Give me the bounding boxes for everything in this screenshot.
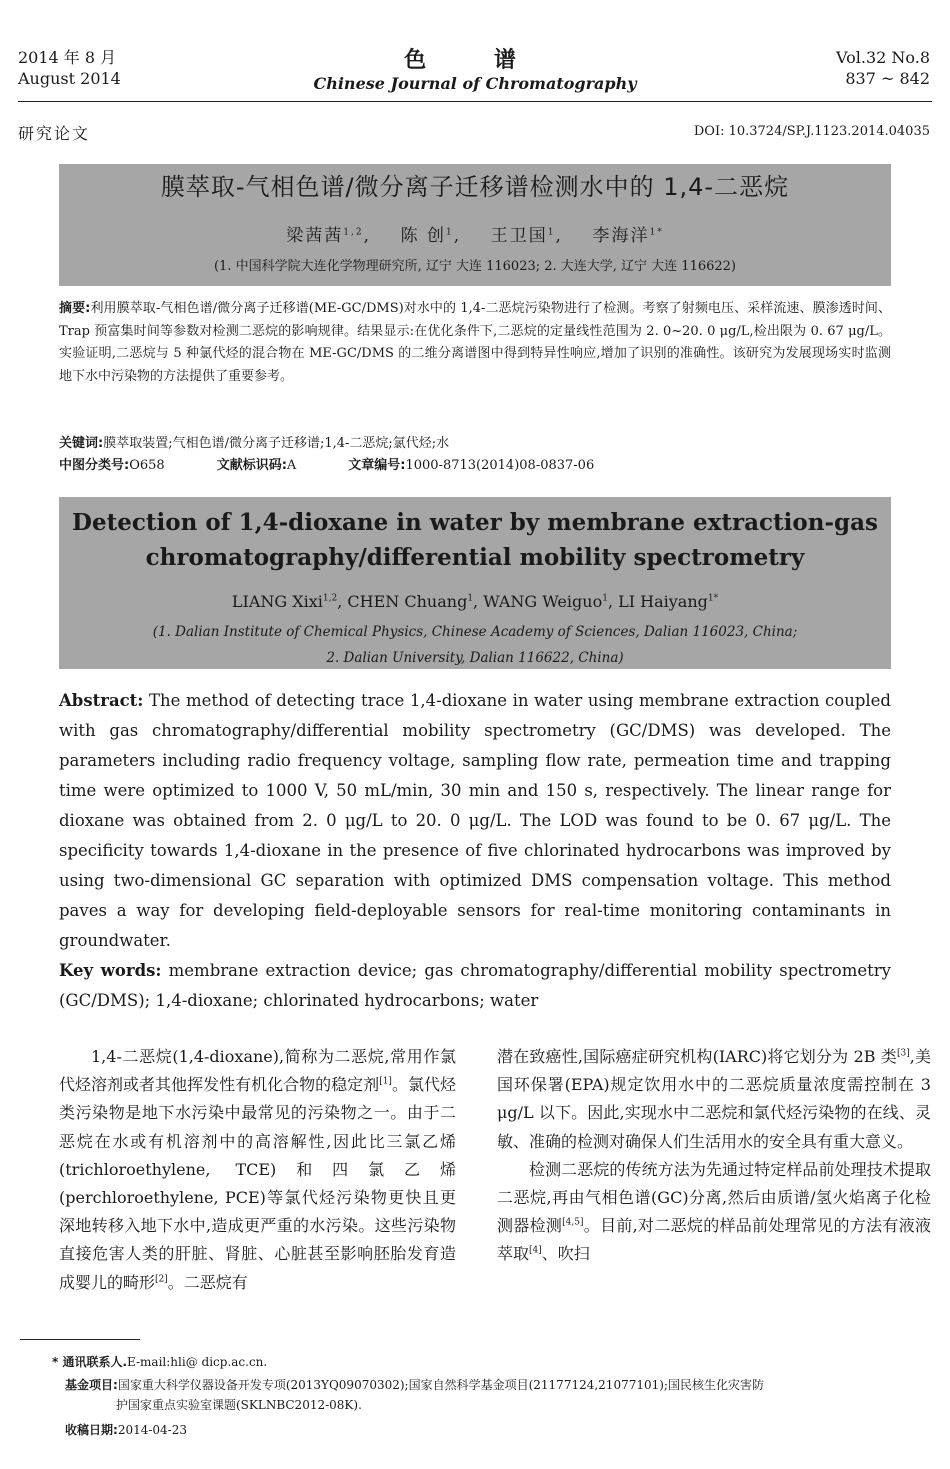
- footnote-contact: [52, 1352, 912, 1372]
- en-abstract-text: The method of detecting trace 1,4-dioxane in water using membrane extraction coupled with gas chromatography/differential mobility spectrometry (GC/DMS) was developed. The parameters including radio frequency voltage, sampling flow rate, permeation time and trapping time were optimized to 1000 V, 50 mL/min, 30 min and 150 s, respectively. The linear range for dioxane was obtained from 2. 0 μg/L to 20. 0 μg/L. The LOD was found to be 0. 67 μg/L. The specificity towards 1,4-dioxane in the presence of five chlorinated hydrocarbons was improved by using two-dimensional GC separation with optimized DMS compensation voltage. This method paves a way for developing field-deployable sensors for real-time monitoring contaminants in groundwater.: [59, 691, 891, 950]
- clc-value: O658: [129, 458, 165, 473]
- cn-author: 陈 创: [400, 226, 446, 246]
- citation[interactable]: [2]: [155, 1274, 168, 1285]
- en-authors: LIANG Xixi$^{1,2}$, CHEN Chuang$^1$, WANG Weiguo$^1$, LI Haiyang$^{1*}$: [231, 592, 719, 611]
- citation[interactable]: [1]: [379, 1076, 392, 1087]
- en-affiliation: [59, 619, 891, 671]
- article-no-label: 文章编号:: [348, 458, 406, 473]
- en-title-line: Detection of 1,4-dioxane in water by membrane extraction-gas: [72, 509, 878, 536]
- cn-keywords-label: 关键词:: [59, 436, 104, 451]
- cn-abstract: [59, 298, 891, 388]
- cn-classification: [59, 455, 891, 477]
- fund-text: 国家重大科学仪器设备开发专项(2013YQ09070302);国家自然科学基金项目(21177124,21077101);国民核生化灾害防: [117, 1378, 764, 1392]
- en-keywords-text: membrane extraction device; gas chromatography/differential mobility spectrometry (GC/DMS); 1,4-dioxane; chlorinated hydrocarbons; water: [59, 961, 891, 1010]
- received-date: 2014-04-23: [117, 1423, 187, 1437]
- cn-keywords: [59, 433, 891, 455]
- volume-number: Vol.32 No.8: [836, 48, 930, 67]
- header-date-en: August 2014: [18, 69, 121, 88]
- author-affil-mark: 1*: [707, 593, 719, 604]
- doc-code-label: 文献标识码:: [216, 458, 287, 473]
- journal-masthead: [0, 47, 950, 95]
- doc-code-value: A: [286, 458, 297, 473]
- citation[interactable]: [4,5]: [562, 1217, 584, 1228]
- cn-author: 王卫国: [490, 226, 548, 246]
- cn-abstract-label: 摘要:: [59, 301, 91, 316]
- contact-email[interactable]: E-mail:hli@ dicp.ac.cn.: [127, 1355, 268, 1369]
- footnote-divider: [20, 1339, 140, 1340]
- cn-abstract-text: 利用膜萃取-气相色谱/微分离子迁移谱(ME-GC/DMS)对水中的 1,4-二恶烷污染物进行了检测。考察了射频电压、采样流速、膜渗透时间、Trap 预富集时间等参数对检测二恶烷的影响规律。结果显示:在优化条件下,二恶烷的定量线性范围为 2. 0~20. 0 μg/L,检出限为 0. 67 μg/L。实验证明,二恶烷与 5 种氯代烃的混合物在 ME-GC/DMS 的二维分离谱图中得到特异性响应,增加了识别的准确性。该研究为发展现场实时监测地下水中污染物的方法提供了重要参考。: [59, 301, 891, 384]
- journal-title-en: Chinese Journal of Chromatography: [313, 74, 637, 93]
- citation[interactable]: [3]: [896, 1048, 910, 1059]
- en-author: CHEN Chuang: [347, 592, 468, 611]
- footnote-received: [65, 1420, 925, 1440]
- cn-keywords-text: 膜萃取装置;气相色谱/微分离子迁移谱;1,4-二恶烷;氯代烃;水: [103, 436, 450, 451]
- body-right-column: [497, 1043, 931, 1269]
- body-left-column: [59, 1043, 456, 1297]
- journal-title-cn: 色 谱: [404, 47, 546, 73]
- author-affil-mark: 1: [602, 593, 608, 604]
- page-range: 837 ~ 842: [845, 69, 930, 88]
- cn-authors: 梁茜茜$^{1,2}$, 陈 创$^1$, 王卫国$^1$, 李海洋$^{1*}$: [286, 226, 664, 246]
- cn-author: 李海洋: [592, 226, 650, 246]
- fund-label: 基金项目:: [65, 1378, 118, 1392]
- en-author: LI Haiyang: [618, 592, 708, 611]
- citation[interactable]: [4]: [529, 1246, 542, 1257]
- author-affil-mark: 1,2: [343, 227, 364, 238]
- fund-text-cont: 护国家重点实验室课题(SKLNBC2012-08K).: [116, 1398, 362, 1412]
- header-date-cn: 2014 年 8 月: [18, 48, 117, 67]
- received-label: 收稿日期:: [65, 1423, 118, 1437]
- en-keywords: [59, 956, 891, 1016]
- author-affil-mark: 1*: [649, 227, 664, 238]
- body-paragraph: 潜在致癌性,国际癌症研究机构(IARC)将它划分为 2B 类[3],美国环保署(EPA)规定饮用水中的二恶烷质量浓度需控制在 3 μg/L 以下。因此,实现水中二恶烷和氯代烃污染物的在线、灵敏、准确的检测对确保人们生活用水的安全具有重大意义。: [497, 1047, 931, 1151]
- cn-affiliation: (1. 中国科学院大连化学物理研究所, 辽宁 大连 116023; 2. 大连大学, 辽宁 大连 116622): [213, 259, 737, 274]
- doi[interactable]: DOI: 10.3724/SP.J.1123.2014.04035: [693, 124, 930, 139]
- en-affiliation-line: 2. Dalian University, Dalian 116622, China): [326, 650, 624, 666]
- author-affil-mark: 1: [446, 227, 454, 238]
- en-author: LIANG Xixi: [231, 592, 323, 611]
- en-abstract-label: Abstract:: [59, 691, 144, 710]
- article-no-value: 1000-8713(2014)08-0837-06: [405, 458, 595, 473]
- cn-author: 梁茜茜: [286, 226, 344, 246]
- author-affil-mark: 1,2: [322, 593, 338, 604]
- contact-label: * 通讯联系人.: [52, 1355, 128, 1369]
- footnote-fund: [52, 1375, 912, 1415]
- cn-title: 膜萃取-气相色谱/微分离子迁移谱检测水中的 1,4-二恶烷: [160, 173, 790, 201]
- en-keywords-label: Key words:: [59, 961, 162, 980]
- en-affiliation-line: (1. Dalian Institute of Chemical Physics, Chinese Academy of Sciences, Dalian 116023, China;: [152, 624, 798, 640]
- header-divider: [18, 101, 932, 102]
- body-paragraph: 1,4-二恶烷(1,4-dioxane),简称为二恶烷,常用作氯代烃溶剂或者其他挥发性有机化合物的稳定剂[1]。氯代烃类污染物是地下水污染中最常见的污染物之一。由于二恶烷在水或有机溶剂中的高溶解性,因此比三氯乙烯(trichloroethylene, TCE)和四氯乙烯(perchloroethylene, PCE)等氯代烃污染物更快且更深地转移入地下水中,造成更严重的水污染。这些污染物直接危害人类的肝脏、肾脏、心脏甚至影响胚胎发育造成婴儿的畸形[2]。二恶烷有: [59, 1047, 456, 1292]
- author-affil-mark: 1: [467, 593, 474, 604]
- en-title: [59, 505, 891, 575]
- clc-label: 中图分类号:: [59, 458, 130, 473]
- header-volume: [836, 47, 930, 89]
- section-tag: 研究论文: [18, 124, 91, 143]
- en-author: WANG Weiguo: [483, 592, 603, 611]
- author-affil-mark: 1: [547, 227, 556, 238]
- en-title-line: chromatography/differential mobility spectrometry: [145, 544, 805, 571]
- body-paragraph: 检测二恶烷的传统方法为先通过特定样品前处理技术提取二恶烷,再由气相色谱(GC)分离,然后由质谱/氢火焰离子化检测器检测[4,5]。目前,对二恶烷的样品前处理常见的方法有液液萃取[4]、吹扫: [497, 1159, 931, 1264]
- en-abstract: [59, 686, 891, 956]
